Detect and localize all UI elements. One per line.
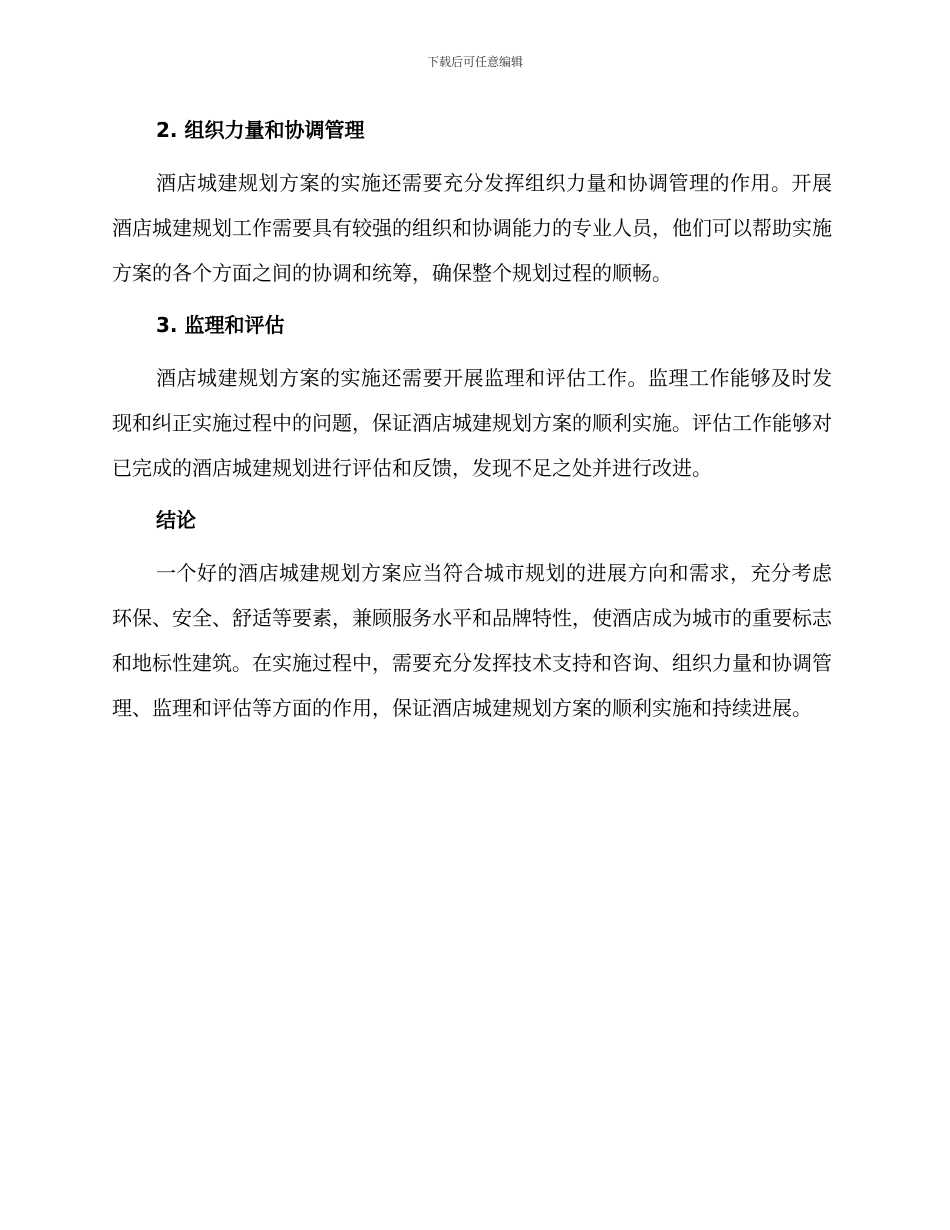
section-paragraph-organization: 酒店城建规划方案的实施还需要充分发挥组织力量和协调管理的作用。开展酒店城建规划工作需要具有较强的组织和协调能力的专业人员，他们可以帮助实施方案的各个方面之间的协调和统筹，确保整个规划过程的顺畅。 [112, 171, 832, 285]
section-paragraph-supervision: 酒店城建规划方案的实施还需要开展监理和评估工作。监理工作能够及时发现和纠正实施过程中的问题，保证酒店城建规划方案的顺利实施。评估工作能够对已完成的酒店城建规划进行评估和反馈，发现不足之处并进行改进。 [112, 366, 832, 480]
page-header-note: 下载后可任意编辑 [426, 55, 523, 69]
section-heading-conclusion: 结论 [156, 508, 196, 532]
document-body [112, 110, 832, 731]
section-heading-organization: 2. 组织力量和协调管理 [156, 118, 365, 142]
section-heading-supervision: 3. 监理和评估 [156, 313, 285, 337]
section-paragraph-conclusion: 一个好的酒店城建规划方案应当符合城市规划的进展方向和需求，充分考虑环保、安全、舒适等要素，兼顾服务水平和品牌特性，使酒店成为城市的重要标志和地标性建筑。在实施过程中，需要充分发挥技术支持和咨询、组织力量和协调管理、监理和评估等方面的作用，保证酒店城建规划方案的顺利实施和持续进展。 [112, 561, 832, 720]
